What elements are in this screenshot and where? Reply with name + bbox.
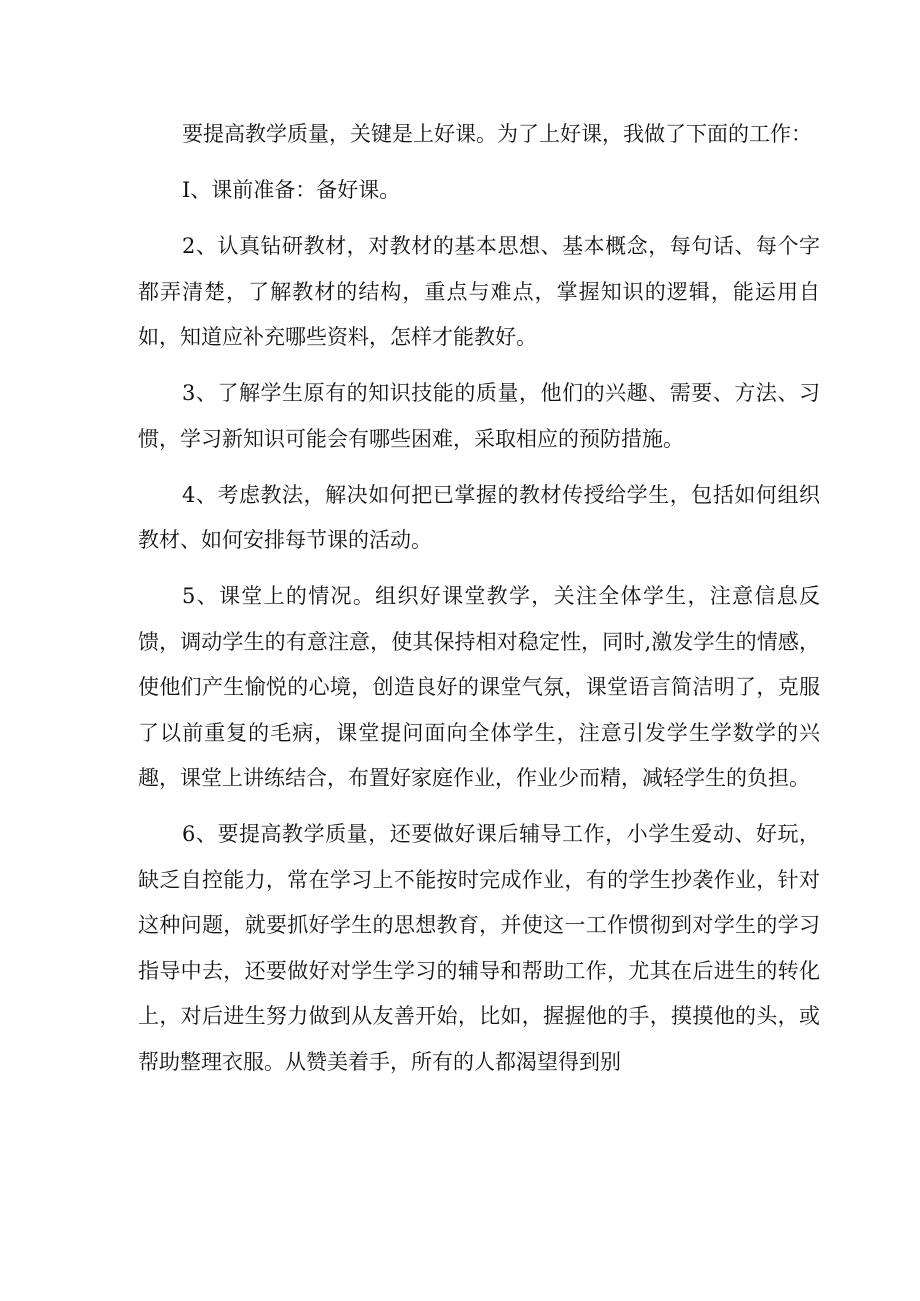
- paragraph-item-2: 2、认真钻研教材，对教材的基本思想、基本概念，每句话、每个字都弄清楚，了解教材的结构，重点与难点，掌握知识的逻辑，能运用自如，知道应补充哪些资料，怎样才能教好。: [138, 234, 820, 349]
- paragraph-item-4: 4、考虑教法，解决如何把已掌握的教材传授给学生，包括如何组织教材、如何安排每节课的活动。: [138, 482, 820, 552]
- paragraph-item-6: 6、要提高教学质量，还要做好课后辅导工作，小学生爱动、好玩，缺乏自控能力，常在学习上不能按时完成作业，有的学生抄袭作业，针对这种问题，就要抓好学生的思想教育，并使这一工作惯彻到对学生的学习指导中去，还要做好对学生学习的辅导和帮助工作，尤其在后进生的转化上，对后进生努力做到从友善开始，比如，握握他的手，摸摸他的头，或帮助整理衣服。从赞美着手，所有的人都渴望得到别: [138, 822, 820, 1074]
- paragraph-item-5: 5、课堂上的情况。组织好课堂教学，关注全体学生，注意信息反馈，调动学生的有意注意，使其保持相对稳定性，同时,激发学生的情感，使他们产生愉悦的心境，创造良好的课堂气氛，课堂语言简洁明了，克服了以前重复的毛病，课堂提问面向全体学生，注意引发学生学数学的兴趣，课堂上讲练结合，布置好家庭作业，作业少而精，减轻学生的负担。: [138, 584, 820, 790]
- document-body: [138, 112, 820, 1085]
- paragraph-intro: 要提高教学质量，关键是上好课。为了上好课，我做了下面的工作：: [182, 122, 812, 146]
- paragraph-item-1: I、课前准备：备好课。: [182, 178, 401, 202]
- paragraph-item-3: 3、了解学生原有的知识技能的质量，他们的兴趣、需要、方法、习惯，学习新知识可能会有哪些困难，采取相应的预防措施。: [138, 381, 820, 451]
